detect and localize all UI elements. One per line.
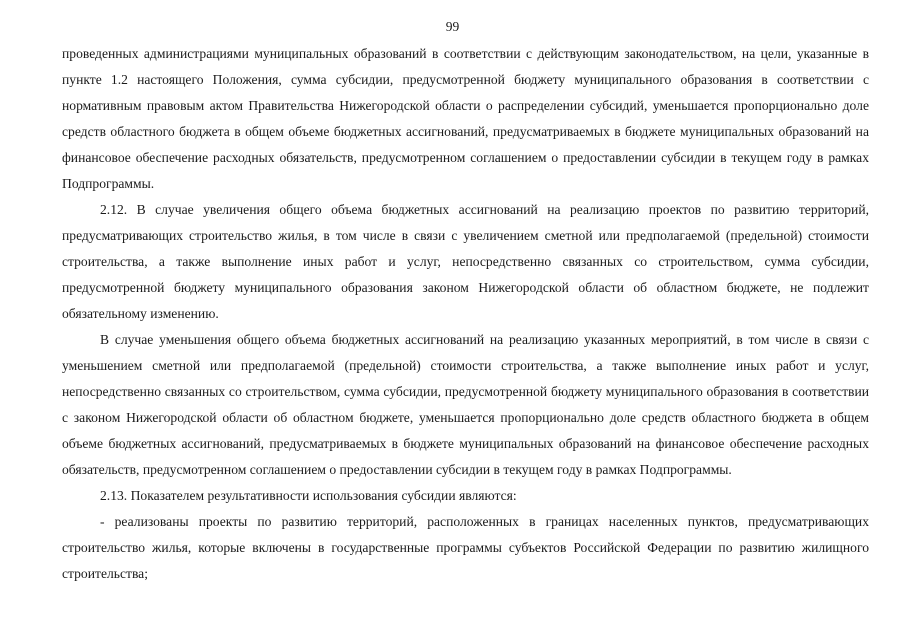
paragraph-decrease: В случае уменьшения общего объема бюджетных ассигнований на реализацию указанных мероприятий, в том числе в связи с уменьшением сметной или предполагаемой (предельной) стоимости строительства, а также выполнение иных работ и услуг, непосредственно связанных со строительством, сумма субсидии, предусмотренной бюджету муниципального образования в соответствии с законом Нижегородской области об областном бюджете, уменьшается пропорционально доле средств областного бюджета в общем объеме бюджетных ассигнований, предусматриваемых в бюджете муниципальных образований на финансовое обеспечение расходных обязательств, предусмотренном соглашением о предоставлении субсидии в текущем году в рамках Подпрограммы.: [62, 332, 869, 477]
page-number: 99: [445, 19, 460, 34]
paragraph-continuation: проведенных администрациями муниципальных образований в соответствии с действующим законодательством, на цели, указанные в пункте 1.2 настоящего Положения, сумма субсидии, предусмотренной бюджету муниципального образования в соответствии с нормативным правовым актом Правительства Нижегородской области о распределении субсидий, уменьшается пропорционально доле средств областного бюджета в общем объеме бюджетных ассигнований, предусматриваемых в бюджете муниципальных образований на финансовое обеспечение расходных обязательств, предусмотренном соглашением о предоставлении субсидии в текущем году в рамках Подпрограммы.: [62, 46, 869, 191]
document-body: [62, 41, 869, 587]
paragraph-list-item: - реализованы проекты по развитию территорий, расположенных в границах населенных пунктов, предусматривающих строительство жилья, которые включены в государственные программы субъектов Российской Федерации по развитию жилищного строительства;: [62, 514, 869, 581]
paragraph-2-12: 2.12. В случае увеличения общего объема бюджетных ассигнований на реализацию проектов по развитию территорий, предусматривающих строительство жилья, в том числе в связи с увеличением сметной или предполагаемой (предельной) стоимости строительства, а также выполнение иных работ и услуг, непосредственно связанных со строительством, сумма субсидии, предусмотренной бюджету муниципального образования законом Нижегородской области об областном бюджете, не подлежит обязательному изменению.: [62, 202, 869, 321]
paragraph-2-13: 2.13. Показателем результативности использования субсидии являются:: [100, 488, 517, 503]
